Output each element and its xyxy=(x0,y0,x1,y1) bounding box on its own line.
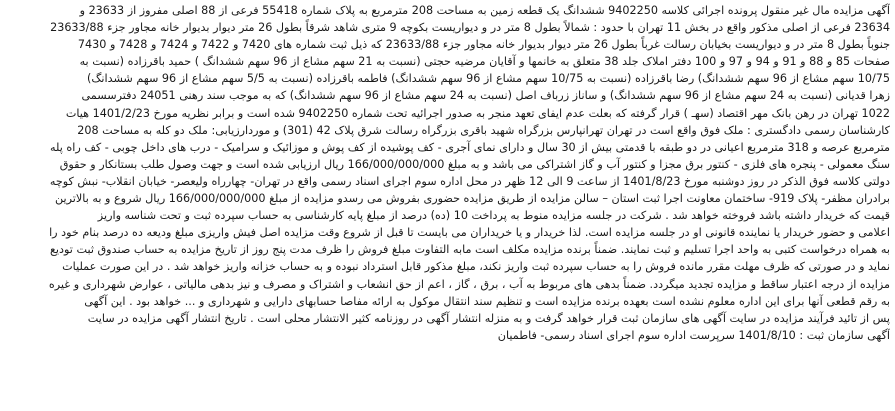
notice-line: 23634 فرعی از اصلی مذکور واقع در بخش 11 تهران با حدود : شمالاً بطول 8 متر در و دیواریست بکوچه 9 متری شاهد شرقاً بطول 26 متر دیوار بدیوار خانه مجاور جزء 23633/88 xyxy=(50,21,890,35)
notice-line: اعلامی و حضور خریدار یا نماینده قانونی او در جلسه مزایده است. لذا خریدار و یا خریداران می بایست تا قبل از شروع وقت مزایده اصل فیش واریزی مبلغ ودیعه ده درصد بنام خود را xyxy=(49,226,890,240)
notice-line: 10/75 سهم مشاع از 96 سهم ششدانگ) رضا باقرزاده (نسبت به 10/75 سهم مشاع از 96 سهم ششدانگ) فاطمه باقرزاده (نسبت به 5/5 سهم مشاع از 96 سهم ششدانگ) xyxy=(86,72,890,86)
notice-line: 1022 تهران در رهن بانک مهر اقتصاد (سهـ ) قرار گرفته که بعلت عدم ایفای تعهد منجر به صدور اجرائیه تحت شماره 9402250 شده است و برابر نظریه مورخ 1401/2/23 هیات xyxy=(65,106,890,120)
notice-line: آگهی مزایده مال غیر منقول پرونده اجرائی کلاسه 9402250 ششدانگ یک قطعه زمین به مساحت 208 مترمربع به پلاک شماره 55418 فرعی از 88 اصلی مفروز از 23633 و xyxy=(79,4,890,17)
notice-line: مزایده از درجه اعتبار ساقط و مزایده تجدید میگردد. ضمناً بدهی های مربوط به آب ، برق ، گاز ، اعم از حق انشعاب و اشتراک و مصرف و نیز بدهی مالیاتی ، عوارض شهرداری و غیره xyxy=(48,277,890,291)
notice-line: دولتی کلاسه فوق الذکر در روز دوشنبه مورخ 1401/8/23 از ساعت 9 الی 12 ظهر در محل اداره سوم اجرای اسناد رسمی واقع در تهران- چهارراه ولیعصر- خیابان انقلاب- نبش کوچه xyxy=(49,174,890,188)
notice-line: به همراه درخواست کتبی به واحد اجرا تسلیم و ثبت نمایند. ضمناً برنده مزایده مکلف است مابه التفاوت مبلغ فروش را ظرف مدت پنج روز از تاریخ مزایده به حساب صندوق ثبت تودیع xyxy=(49,243,890,257)
notice-line: جنوباً بطول 8 متر در و دیواریست بخیابان رسالت غرباً بطول 26 متر دیوار بدیوار خانه مجاور جزء 23633/88 که ذیل ثبت شماره های 7420 و 7422 و 7424 و 7428 و 7430 xyxy=(77,38,890,52)
notice-line: کارشناسان رسمی دادگستری : ملک فوق واقع است در تهران تهرانپارس بزرگراه شهید باقری بزرگراه رسالت شرق پلاک 42 (301) و موردارزیابی: ملک دو کله به مساحت 208 xyxy=(77,123,890,137)
notice-line: صفحات 85 و 88 و 91 و 94 و 97 و 100 دفتر املاک جلد 38 متعلق به خانمها و آقایان مرضیه حجتی (نسبت به 21 سهم مشاع از 96 سهم ششدانگ ) حمید باقرزاده (نسبت به xyxy=(79,55,890,69)
notice-line: مترمربع عرصه و 318 مترمربع اعیانی در دو طبقه با قدمتی بیش از 30 سال و دارای نمای آجری - کف پوشیده از کف پوش و موزائیک و سرامیک - درب های داخل چوبی - کف راه پله xyxy=(50,140,890,154)
notice-line: سنگ معمولی - پنجره های فلزی - کنتور برق مجزا و کنتور آب و گاز اشتراکی می باشد و به مبلغ 166/000/000/000 ریال ارزیابی شده است و جهت وصول طلب بستانکار و حقوق xyxy=(59,157,890,171)
notice-line: به رقم قطعی آنها برای این اداره معلوم نشده است بعهده برنده مزایده است و تنظیم سند انتقال موکول به ارائه مفاصا حسابهای دارایی و شهرداری و ... خواهد بود . این آگهی xyxy=(84,294,890,308)
notice-line: آگهی سازمان ثبت : 1401/8/10 سرپرست اداره سوم اجرای اسناد رسمی- فاطمیان xyxy=(497,328,890,342)
notice-line: زهرا قدیانی (نسبت به 24 سهم مشاع از 96 سهم ششدانگ) و ساناز زرباف اصل (نسبت به 24 سهم مشاع از 96 سهم ششدانگ) که به موجب سند رهنی 24051 دفترسسمی xyxy=(81,89,890,103)
notice-line: پس از تائید فرآیند مزایده در سایت آگهی های سازمان ثبت قرار خواهد گرفت و به منزله انتشار آگهی در روزنامه کثیر الانتشار محلی است . تاریخ انتشار آگهی مزایده در سایت xyxy=(87,311,890,325)
notice-line: برادران مظفر- پلاک 919- ساختمان معاونت اجرا ثبت استان – سالن مزایده از طریق مزایده حضوری بفروش می رسدو مزایده از مبلغ 166/000/000/000 ریال شروع و به بالاترین xyxy=(54,192,890,206)
notice-line: نماید و در صورتی که ظرف مهلت مقرر مانده فروش را به حساب سپرده ثبت واریز نکند، مبلغ مذکور قابل استرداد نبوده و به حساب خزانه واریز خواهد شد . در این صورت عملیات xyxy=(62,260,890,274)
notice-line: قیمت که خریدار داشته باشد فروخته خواهد شد . شرکت در جلسه مزایده منوط به پرداخت 10 (ده) درصد از مبلغ پایه کارشناسی به حساب سپرده ثبت و تحت شناسه واریز xyxy=(97,209,890,223)
